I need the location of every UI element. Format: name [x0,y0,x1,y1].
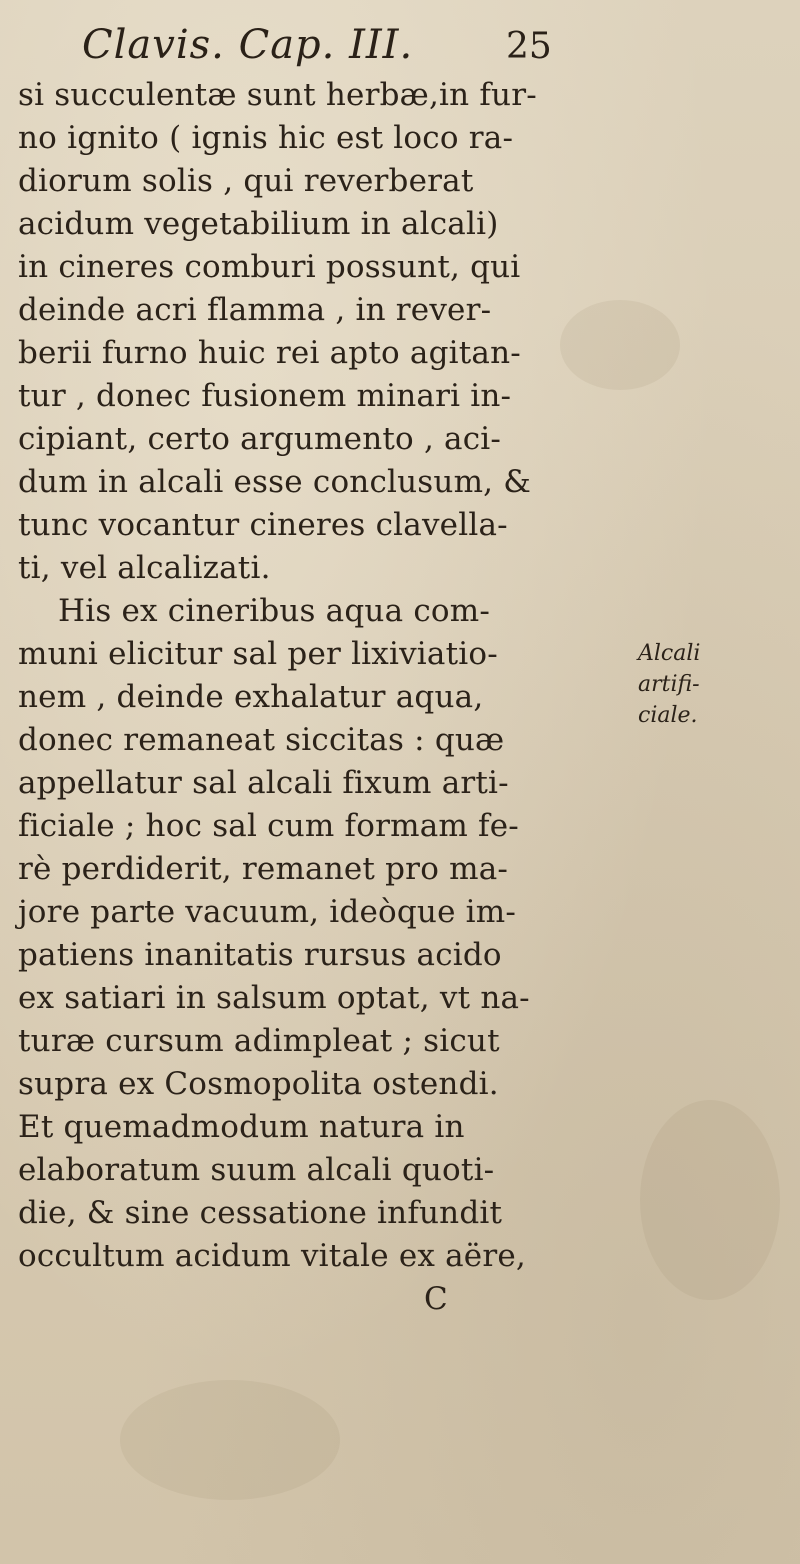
text-line: deinde acri flamma , in rever- [18,292,492,328]
text-line: supra ex Cosmopolita ostendi. [18,1066,499,1102]
paper-stain [640,1100,780,1300]
text-line: occultum acidum vitale ex aëre, [18,1238,526,1274]
text-line: berii furno huic rei apto agitan- [18,335,521,371]
margin-note-line: ciale. [638,703,698,728]
text-line: ex satiari in salsum optat, vt na- [18,980,530,1016]
text-line: si succulentæ sunt herbæ,in fur- [18,77,537,113]
text-line: no ignito ( ignis hic est loco ra- [18,120,514,156]
text-line: cipiant, certo argumento , aci- [18,421,502,457]
text-line: donec remaneat siccitas : quæ [18,722,505,758]
page-number: 25 [506,26,552,67]
catchword: C [424,1281,448,1317]
text-line: in cineres comburi possunt, qui [18,249,521,285]
text-line: diorum solis , qui reverberat [18,163,474,199]
text-line: patiens inanitatis rursus acido [18,937,502,973]
text-line: dum in alcali esse conclusum, & [18,464,532,500]
paper-stain [120,1380,340,1500]
page-header [82,22,562,82]
text-line: muni elicitur sal per lixiviatio- [18,636,498,672]
margin-note-line: artifi- [638,672,700,697]
text-line: elaboratum suum alcali quoti- [18,1152,495,1188]
text-line: appellatur sal alcali fixum arti- [18,765,509,801]
text-line: tunc vocantur cineres clavella- [18,507,508,543]
text-line: rè perdiderit, remanet pro ma- [18,851,509,887]
text-line: nem , deinde exhalatur aqua, [18,679,484,715]
text-line: jore parte vacuum, ideòque im- [18,894,517,930]
margin-note-line: Alcali [638,641,701,666]
text-line: turæ cursum adimpleat ; sicut [18,1023,500,1059]
text-line: ficiale ; hoc sal cum formam fe- [18,808,519,844]
running-title: Clavis. Cap. III. [82,22,414,68]
text-line: ti, vel alcalizati. [18,550,271,586]
margin-note [638,638,748,731]
paragraph-start-line: His ex cineribus aqua com- [58,593,491,629]
body-text [18,74,628,1321]
text-line: die, & sine cessatione infundit [18,1195,503,1231]
text-line: tur , donec fusionem minari in- [18,378,512,414]
text-line: acidum vegetabilium in alcali) [18,206,499,242]
text-line: Et quemadmodum natura in [18,1109,465,1145]
